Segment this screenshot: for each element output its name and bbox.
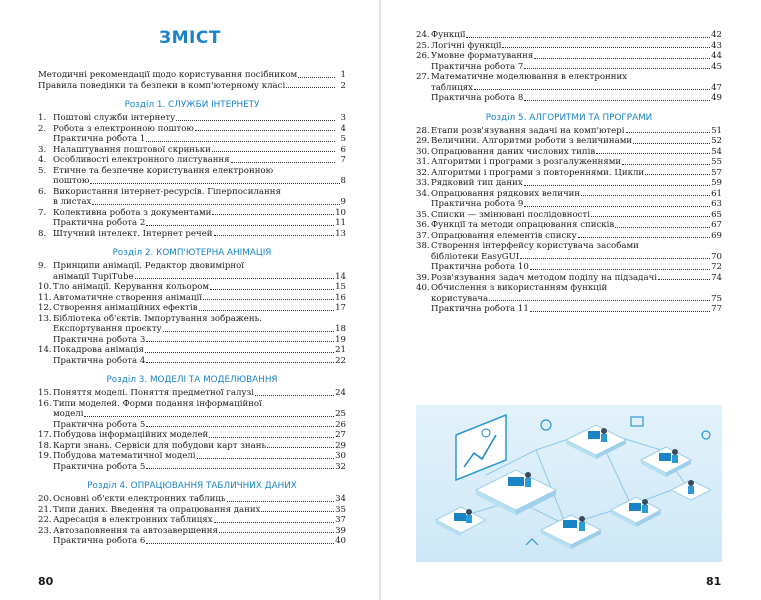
- toc-entry-number: 35.: [416, 209, 430, 220]
- toc-entry-title: Побудова математичної моделі: [53, 451, 196, 461]
- toc-entry-page: 6: [340, 144, 346, 155]
- toc-entry-number: 1.: [38, 113, 47, 123]
- toc-entry-number: 33.: [416, 178, 430, 188]
- toc-entry-number: 5.: [38, 165, 47, 176]
- toc-entry-page: 45: [711, 61, 722, 72]
- toc-entry-number: 36.: [416, 220, 430, 230]
- toc-entry: [38, 430, 346, 441]
- toc-entry-page: 72: [711, 262, 722, 272]
- toc-practice-entry: [416, 199, 722, 210]
- toc-entry-title: Логічні функції: [431, 40, 502, 51]
- toc-dot-leader: [219, 532, 334, 533]
- toc-entry-title: Практична робота 5: [53, 419, 146, 430]
- toc-practice-entry: [38, 335, 346, 346]
- toc-entry-title: Поняття моделі. Поняття предметної галузі: [53, 388, 254, 398]
- toc-entry-continuation: [38, 176, 346, 187]
- toc-entry-number: 34.: [416, 188, 430, 199]
- toc-entry-continuation: [416, 83, 722, 94]
- toc-entry-page: 7: [340, 155, 346, 165]
- toc-entry-number: 20.: [38, 494, 52, 504]
- toc-entry-title: Методичні рекомендації щодо користування посібником: [38, 70, 298, 80]
- toc-entry: [416, 136, 722, 147]
- toc-entry-title-cont: моделі: [53, 409, 84, 419]
- toc-entry: [416, 168, 722, 179]
- toc-entry-page: 2: [340, 80, 346, 91]
- toc-entry-number: 18.: [38, 440, 52, 451]
- toc-entry: [38, 505, 346, 516]
- toc-entry-page: 42: [711, 30, 722, 40]
- toc-entry-number: 24.: [416, 30, 430, 40]
- toc-dot-leader: [203, 299, 334, 300]
- toc-entry-page: 37: [335, 515, 346, 525]
- toc-entry-title: Налаштування поштової скриньки: [53, 144, 211, 155]
- toc-entry: [38, 441, 346, 452]
- toc-entry-title: Етапи розв'язування задачі на комп'ютері: [431, 125, 625, 136]
- toc-entry-page: 15: [335, 282, 346, 292]
- toc-dot-leader: [255, 395, 334, 396]
- toc-entry-number: 15.: [38, 388, 52, 398]
- toc-entry-title: Практична робота 10: [431, 262, 529, 272]
- toc-entry-page: 32: [335, 461, 346, 472]
- toc-dot-leader: [135, 278, 335, 279]
- toc-dot-leader: [530, 269, 710, 270]
- toc-entry-continuation: [416, 252, 722, 263]
- toc-entry-page: 17: [335, 303, 346, 313]
- toc-entry-page: 26: [335, 419, 346, 430]
- toc-entry: [416, 51, 722, 62]
- toc-dot-leader: [626, 132, 711, 133]
- toc-intro-entry: [38, 81, 346, 92]
- toc-entry-number: 28.: [416, 125, 430, 136]
- toc-dot-leader: [658, 279, 710, 280]
- right-toc-column: [416, 30, 722, 315]
- toc-entry-number: 7.: [38, 207, 47, 218]
- toc-entry-continuation: [38, 272, 346, 283]
- right-page: [380, 0, 761, 600]
- presentation-screen-icon: [456, 415, 506, 480]
- toc-entry-page: 18: [335, 324, 346, 334]
- toc-entry: [38, 494, 346, 505]
- toc-entry: [38, 282, 346, 293]
- toc-entry-title: Тло анімації. Керування кольором: [53, 282, 210, 292]
- page-number-left: 80: [38, 575, 54, 588]
- toc-entry-page: 5: [340, 134, 346, 144]
- toc-entry-title: Автоматичне створення анімації: [53, 292, 202, 303]
- toc-dot-leader: [524, 185, 710, 186]
- toc-dot-leader: [92, 204, 339, 205]
- toc-dot-leader: [227, 501, 335, 502]
- toc-entry-page: 75: [711, 293, 722, 304]
- toc-entry-title: Опрацювання елементів списку: [431, 230, 577, 241]
- toc-entry-title: Практична робота 6: [53, 536, 146, 546]
- toc-entry-title: Практична робота 5: [53, 461, 146, 472]
- toc-dot-leader: [524, 68, 710, 69]
- toc-entry-page: 49: [711, 93, 722, 103]
- toc-entry-title: Обчислення з використанням функцій: [431, 283, 608, 293]
- left-toc-column: [38, 70, 346, 547]
- left-page: [0, 0, 380, 600]
- toc-entry: [38, 314, 346, 325]
- toc-entry: [38, 399, 346, 410]
- toc-entry-number: 25.: [416, 40, 430, 51]
- toc-entry-number: 4.: [38, 155, 47, 165]
- toc-entry-title: Функції та методи опрацювання списків: [431, 220, 615, 230]
- toc-dot-leader: [146, 543, 334, 544]
- toc-entry-page: 10: [335, 207, 346, 218]
- toc-entry: [38, 526, 346, 537]
- toc-entry: [416, 210, 722, 221]
- toc-entry-number: 8.: [38, 228, 47, 239]
- toc-entry: [38, 124, 346, 135]
- toc-dot-leader: [298, 77, 335, 78]
- toc-dot-leader: [199, 310, 334, 311]
- toc-practice-entry: [416, 262, 722, 273]
- toc-entry-page: 9: [340, 197, 346, 207]
- toc-entry-title: Типи даних. Введення та опрацювання даних: [53, 504, 261, 515]
- toc-entry-title: Функції: [431, 30, 466, 40]
- toc-entry-page: 51: [711, 125, 722, 136]
- toc-dot-leader: [212, 214, 334, 215]
- toc-entry-page: 47: [711, 82, 722, 93]
- toc-entry-page: 24: [335, 388, 346, 398]
- toc-entry-title: Розв'язування задач методом поділу на підзадачі: [431, 272, 657, 283]
- toc-entry-page: 57: [711, 167, 722, 178]
- toc-entry-title: Практична робота 3: [53, 334, 146, 345]
- toc-dot-leader: [622, 164, 710, 165]
- toc-entry-page: 52: [711, 136, 722, 146]
- toc-dot-leader: [466, 37, 710, 38]
- toc-dot-leader: [146, 362, 334, 363]
- toc-entry-number: 38.: [416, 241, 430, 251]
- toc-practice-entry: [38, 218, 346, 229]
- toc-entry-number: 40.: [416, 283, 430, 293]
- toc-entry-title-cont: поштою: [53, 176, 90, 186]
- toc-entry-number: 16.: [38, 398, 52, 409]
- network-illustration-svg: [416, 405, 722, 562]
- toc-entry-page: 54: [711, 146, 722, 157]
- toc-entry-page: 43: [711, 40, 722, 51]
- toc-entry-title: Колективна робота з документами: [53, 207, 212, 218]
- toc-entry-title: Алгоритми і програми з повтореннями. Цикли: [431, 167, 645, 178]
- toc-entry-page: 34: [335, 494, 346, 504]
- toc-dot-leader: [231, 162, 335, 163]
- toc-entry: [416, 283, 722, 294]
- toc-entry-number: 39.: [416, 272, 430, 283]
- section-heading: Розділ 5. АЛГОРИТМИ ТА ПРОГРАМИ: [485, 112, 653, 123]
- toc-dot-leader: [146, 426, 334, 427]
- toc-dot-leader: [615, 227, 710, 228]
- toc-dot-leader: [530, 311, 710, 312]
- section-heading: Розділ 4. ОПРАЦЮВАННЯ ТАБЛИЧНИХ ДАНИХ: [87, 481, 297, 491]
- toc-entry-number: 26.: [416, 51, 430, 61]
- toc-entry-number: 10.: [38, 282, 52, 292]
- toc-entry-title: Автозаповнення та автозавершення: [53, 525, 218, 536]
- toc-entry-page: 8: [340, 176, 346, 186]
- toc-entry: [38, 345, 346, 356]
- toc-entry-title: Адресація в електронних таблицях: [53, 515, 213, 525]
- toc-entry-page: 74: [711, 272, 722, 283]
- toc-dot-leader: [578, 237, 710, 238]
- toc-entry: [38, 155, 346, 166]
- toc-entry-number: 11.: [38, 292, 52, 303]
- toc-dot-leader: [146, 468, 334, 469]
- toc-entry-title: Практична робота 4: [53, 355, 146, 366]
- toc-entry-page: 70: [711, 251, 722, 262]
- toc-entry-title: Правила поведінки та безпеки в комп'ютерному класі: [38, 80, 286, 91]
- toc-entry-title: Карти знань. Сервіси для побудови карт знань: [53, 440, 267, 451]
- toc-entry-number: 13.: [38, 313, 52, 324]
- toc-practice-entry: [38, 462, 346, 473]
- toc-entry-page: 40: [335, 536, 346, 546]
- toc-entry-title-cont: таблицях: [431, 82, 474, 93]
- toc-entry-number: 31.: [416, 157, 430, 167]
- toc-dot-leader: [520, 258, 710, 259]
- toc-entry-title: Штучний інтелект. Інтернет речей: [53, 228, 213, 239]
- toc-entry-page: 21: [335, 345, 346, 355]
- toc-entry: [38, 145, 346, 156]
- toc-practice-entry: [416, 62, 722, 73]
- toc-entry-page: 69: [711, 230, 722, 241]
- toc-entry-page: 22: [335, 355, 346, 366]
- toc-dot-leader: [267, 447, 334, 448]
- toc-entry: [38, 388, 346, 399]
- toc-entry-title: Етичне та безпечне користування електронною: [53, 165, 274, 176]
- toc-entry-page: 1: [340, 70, 346, 80]
- toc-entry-title-cont: Експортування проєкту: [53, 324, 162, 334]
- toc-dot-leader: [163, 331, 334, 332]
- toc-entry-page: 27: [335, 430, 346, 440]
- toc-entry-continuation: [38, 409, 346, 420]
- toc-entry-page: 55: [711, 157, 722, 167]
- toc-entry-number: 9.: [38, 261, 47, 271]
- toc-dot-leader: [214, 235, 335, 236]
- toc-entry-page: 4: [340, 123, 346, 134]
- toc-entry-number: 27.: [416, 72, 430, 82]
- toc-practice-entry: [38, 134, 346, 145]
- toc-dot-leader: [534, 58, 710, 59]
- toc-entry: [416, 72, 722, 83]
- section-heading: Розділ 1. СЛУЖБИ ІНТЕРНЕТУ: [124, 100, 260, 110]
- toc-entry-continuation: [38, 197, 346, 208]
- toc-entry-page: 67: [711, 220, 722, 230]
- toc-entry-title: Опрацювання рядкових величин: [431, 188, 581, 199]
- toc-dot-leader: [176, 120, 335, 121]
- toc-entry-title: Робота з електронною поштою: [53, 123, 194, 134]
- toc-entry-number: 2.: [38, 123, 47, 134]
- toc-entry-number: 29.: [416, 136, 430, 146]
- toc-entry-title: Створення інтерфейсу користувача засобами: [431, 241, 639, 251]
- toc-dot-leader: [524, 100, 710, 101]
- toc-entry-number: 12.: [38, 303, 52, 313]
- toc-dot-leader: [645, 174, 710, 175]
- toc-entry-continuation: [416, 294, 722, 305]
- toc-entry-page: 35: [335, 504, 346, 515]
- toc-entry: [38, 113, 346, 124]
- toc-dot-leader: [286, 87, 335, 88]
- toc-entry: [416, 231, 722, 242]
- toc-entry-number: 37.: [416, 230, 430, 241]
- toc-entry-page: 59: [711, 178, 722, 188]
- toc-entry-title: Основні об'єкти електронних таблиць: [53, 494, 226, 504]
- toc-entry-page: 77: [711, 304, 722, 314]
- toc-entry-page: 13: [335, 228, 346, 239]
- toc-entry-number: 6.: [38, 186, 47, 197]
- toc-entry: [38, 229, 346, 240]
- toc-entry: [38, 303, 346, 314]
- toc-entry: [38, 208, 346, 219]
- toc-intro-entry: [38, 70, 346, 81]
- toc-entry-title: Рядковий тип даних: [431, 178, 523, 188]
- toc-title: ЗМІСТ: [159, 28, 221, 48]
- toc-dot-leader: [214, 522, 335, 523]
- toc-entry-number: 14.: [38, 345, 52, 355]
- toc-dot-leader: [581, 195, 710, 196]
- toc-entry-number: 22.: [38, 515, 52, 525]
- toc-entry-number: 19.: [38, 451, 52, 461]
- section-heading: Розділ 2. КОМП'ЮТЕРНА АНІМАЦІЯ: [112, 248, 272, 258]
- toc-entry-page: 65: [711, 209, 722, 220]
- toc-dot-leader: [209, 437, 334, 438]
- toc-dot-leader: [195, 130, 335, 131]
- toc-dot-leader: [84, 416, 334, 417]
- toc-dot-leader: [146, 141, 335, 142]
- toc-entry-page: 29: [335, 440, 346, 451]
- toc-entry-title: Умовне форматування: [431, 51, 534, 61]
- toc-entry-title: Практична робота 2: [53, 218, 146, 228]
- toc-entry-title: Практична робота 11: [431, 304, 529, 314]
- toc-entry-title: Типи моделей. Форми подання інформаційної: [53, 398, 262, 409]
- toc-entry-title: Величини. Алгоритми роботи з величинами: [431, 136, 633, 146]
- toc-entry-page: 3: [340, 113, 346, 123]
- toc-practice-entry: [38, 536, 346, 547]
- toc-entry: [416, 189, 722, 200]
- toc-entry-title: Алгоритми і програми з розгалуженнями: [431, 157, 622, 167]
- toc-entry-title: Особливості електронного листування: [53, 155, 230, 165]
- isometric-network-illustration: [416, 405, 722, 562]
- toc-entry-title: Принципи анімації. Редактор двовимірної: [53, 261, 245, 271]
- toc-practice-entry: [38, 420, 346, 431]
- toc-dot-leader: [591, 216, 710, 217]
- toc-entry: [416, 157, 722, 168]
- toc-practice-entry: [38, 356, 346, 367]
- toc-dot-leader: [633, 143, 710, 144]
- toc-entry-title-cont: бібліотеки EasyGUI: [431, 251, 520, 262]
- toc-entry-number: 17.: [38, 430, 52, 440]
- toc-entry-title: Математичне моделювання в електронних: [431, 72, 628, 82]
- toc-entry-title: Практична робота 1: [53, 134, 146, 144]
- toc-dot-leader: [146, 341, 334, 342]
- toc-entry-page: 30: [335, 451, 346, 461]
- toc-entry-page: 39: [335, 525, 346, 536]
- toc-entry: [38, 166, 346, 177]
- toc-entry-number: 21.: [38, 504, 52, 515]
- toc-entry: [416, 126, 722, 137]
- toc-dot-leader: [261, 511, 334, 512]
- toc-dot-leader: [524, 206, 710, 207]
- toc-entry-title: Практична робота 8: [431, 93, 524, 103]
- toc-entry: [38, 293, 346, 304]
- toc-dot-leader: [146, 225, 334, 226]
- toc-entry-title: Поштові служби інтернету: [53, 113, 176, 123]
- toc-entry: [38, 515, 346, 526]
- toc-entry: [38, 187, 346, 198]
- toc-entry-number: 3.: [38, 144, 47, 155]
- toc-dot-leader: [197, 458, 335, 459]
- toc-dot-leader: [145, 352, 334, 353]
- toc-entry-title: Покадрова анімація: [53, 345, 144, 355]
- toc-dot-leader: [210, 289, 334, 290]
- toc-dot-leader: [212, 151, 335, 152]
- toc-entry-title: Практична робота 7: [431, 61, 524, 72]
- toc-entry: [416, 178, 722, 189]
- toc-entry-page: 25: [335, 409, 346, 419]
- page-number-right: 81: [706, 575, 722, 588]
- toc-entry-page: 61: [711, 188, 722, 199]
- toc-entry: [38, 261, 346, 272]
- toc-entry-title: Використання інтернет-ресурсів. Гіперпосилання: [53, 186, 281, 197]
- toc-entry: [416, 147, 722, 158]
- toc-entry: [416, 220, 722, 231]
- toc-entry-number: 32.: [416, 167, 430, 178]
- toc-entry-title-cont: в листах: [53, 197, 92, 207]
- toc-entry-continuation: [38, 324, 346, 335]
- toc-entry: [416, 30, 722, 41]
- toc-entry-page: 63: [711, 199, 722, 209]
- toc-entry-page: 16: [335, 292, 346, 303]
- toc-entry: [416, 41, 722, 52]
- toc-dot-leader: [90, 183, 339, 184]
- toc-entry-title: Списки — змінювані послідовності: [431, 209, 590, 220]
- toc-dot-leader: [489, 300, 710, 301]
- toc-entry-page: 14: [335, 271, 346, 282]
- toc-entry-page: 44: [711, 51, 722, 61]
- toc-entry-title: Побудова інформаційних моделей: [53, 430, 209, 440]
- toc-entry-title-cont: користувача: [431, 293, 489, 304]
- toc-practice-entry: [416, 304, 722, 315]
- toc-entry-title-cont: анімації TupiTube: [53, 271, 134, 282]
- toc-dot-leader: [502, 47, 710, 48]
- toc-entry-title: Бібліотека об'єктів. Імпортування зображень.: [53, 313, 263, 324]
- toc-entry-page: 19: [335, 334, 346, 345]
- section-heading: Розділ 3. МОДЕЛІ ТА МОДЕЛЮВАННЯ: [106, 375, 278, 385]
- toc-entry-number: 23.: [38, 525, 52, 536]
- toc-dot-leader: [596, 153, 710, 154]
- toc-entry-number: 30.: [416, 146, 430, 157]
- toc-entry-title: Практична робота 9: [431, 199, 524, 209]
- toc-entry-page: 11: [335, 218, 346, 228]
- toc-entry-title: Опрацювання даних числових типів: [431, 146, 596, 157]
- toc-dot-leader: [474, 89, 710, 90]
- toc-entry-title: Створення анімаційних ефектів: [53, 303, 198, 313]
- toc-entry: [416, 241, 722, 252]
- toc-entry: [38, 451, 346, 462]
- toc-entry: [416, 273, 722, 284]
- toc-practice-entry: [416, 93, 722, 104]
